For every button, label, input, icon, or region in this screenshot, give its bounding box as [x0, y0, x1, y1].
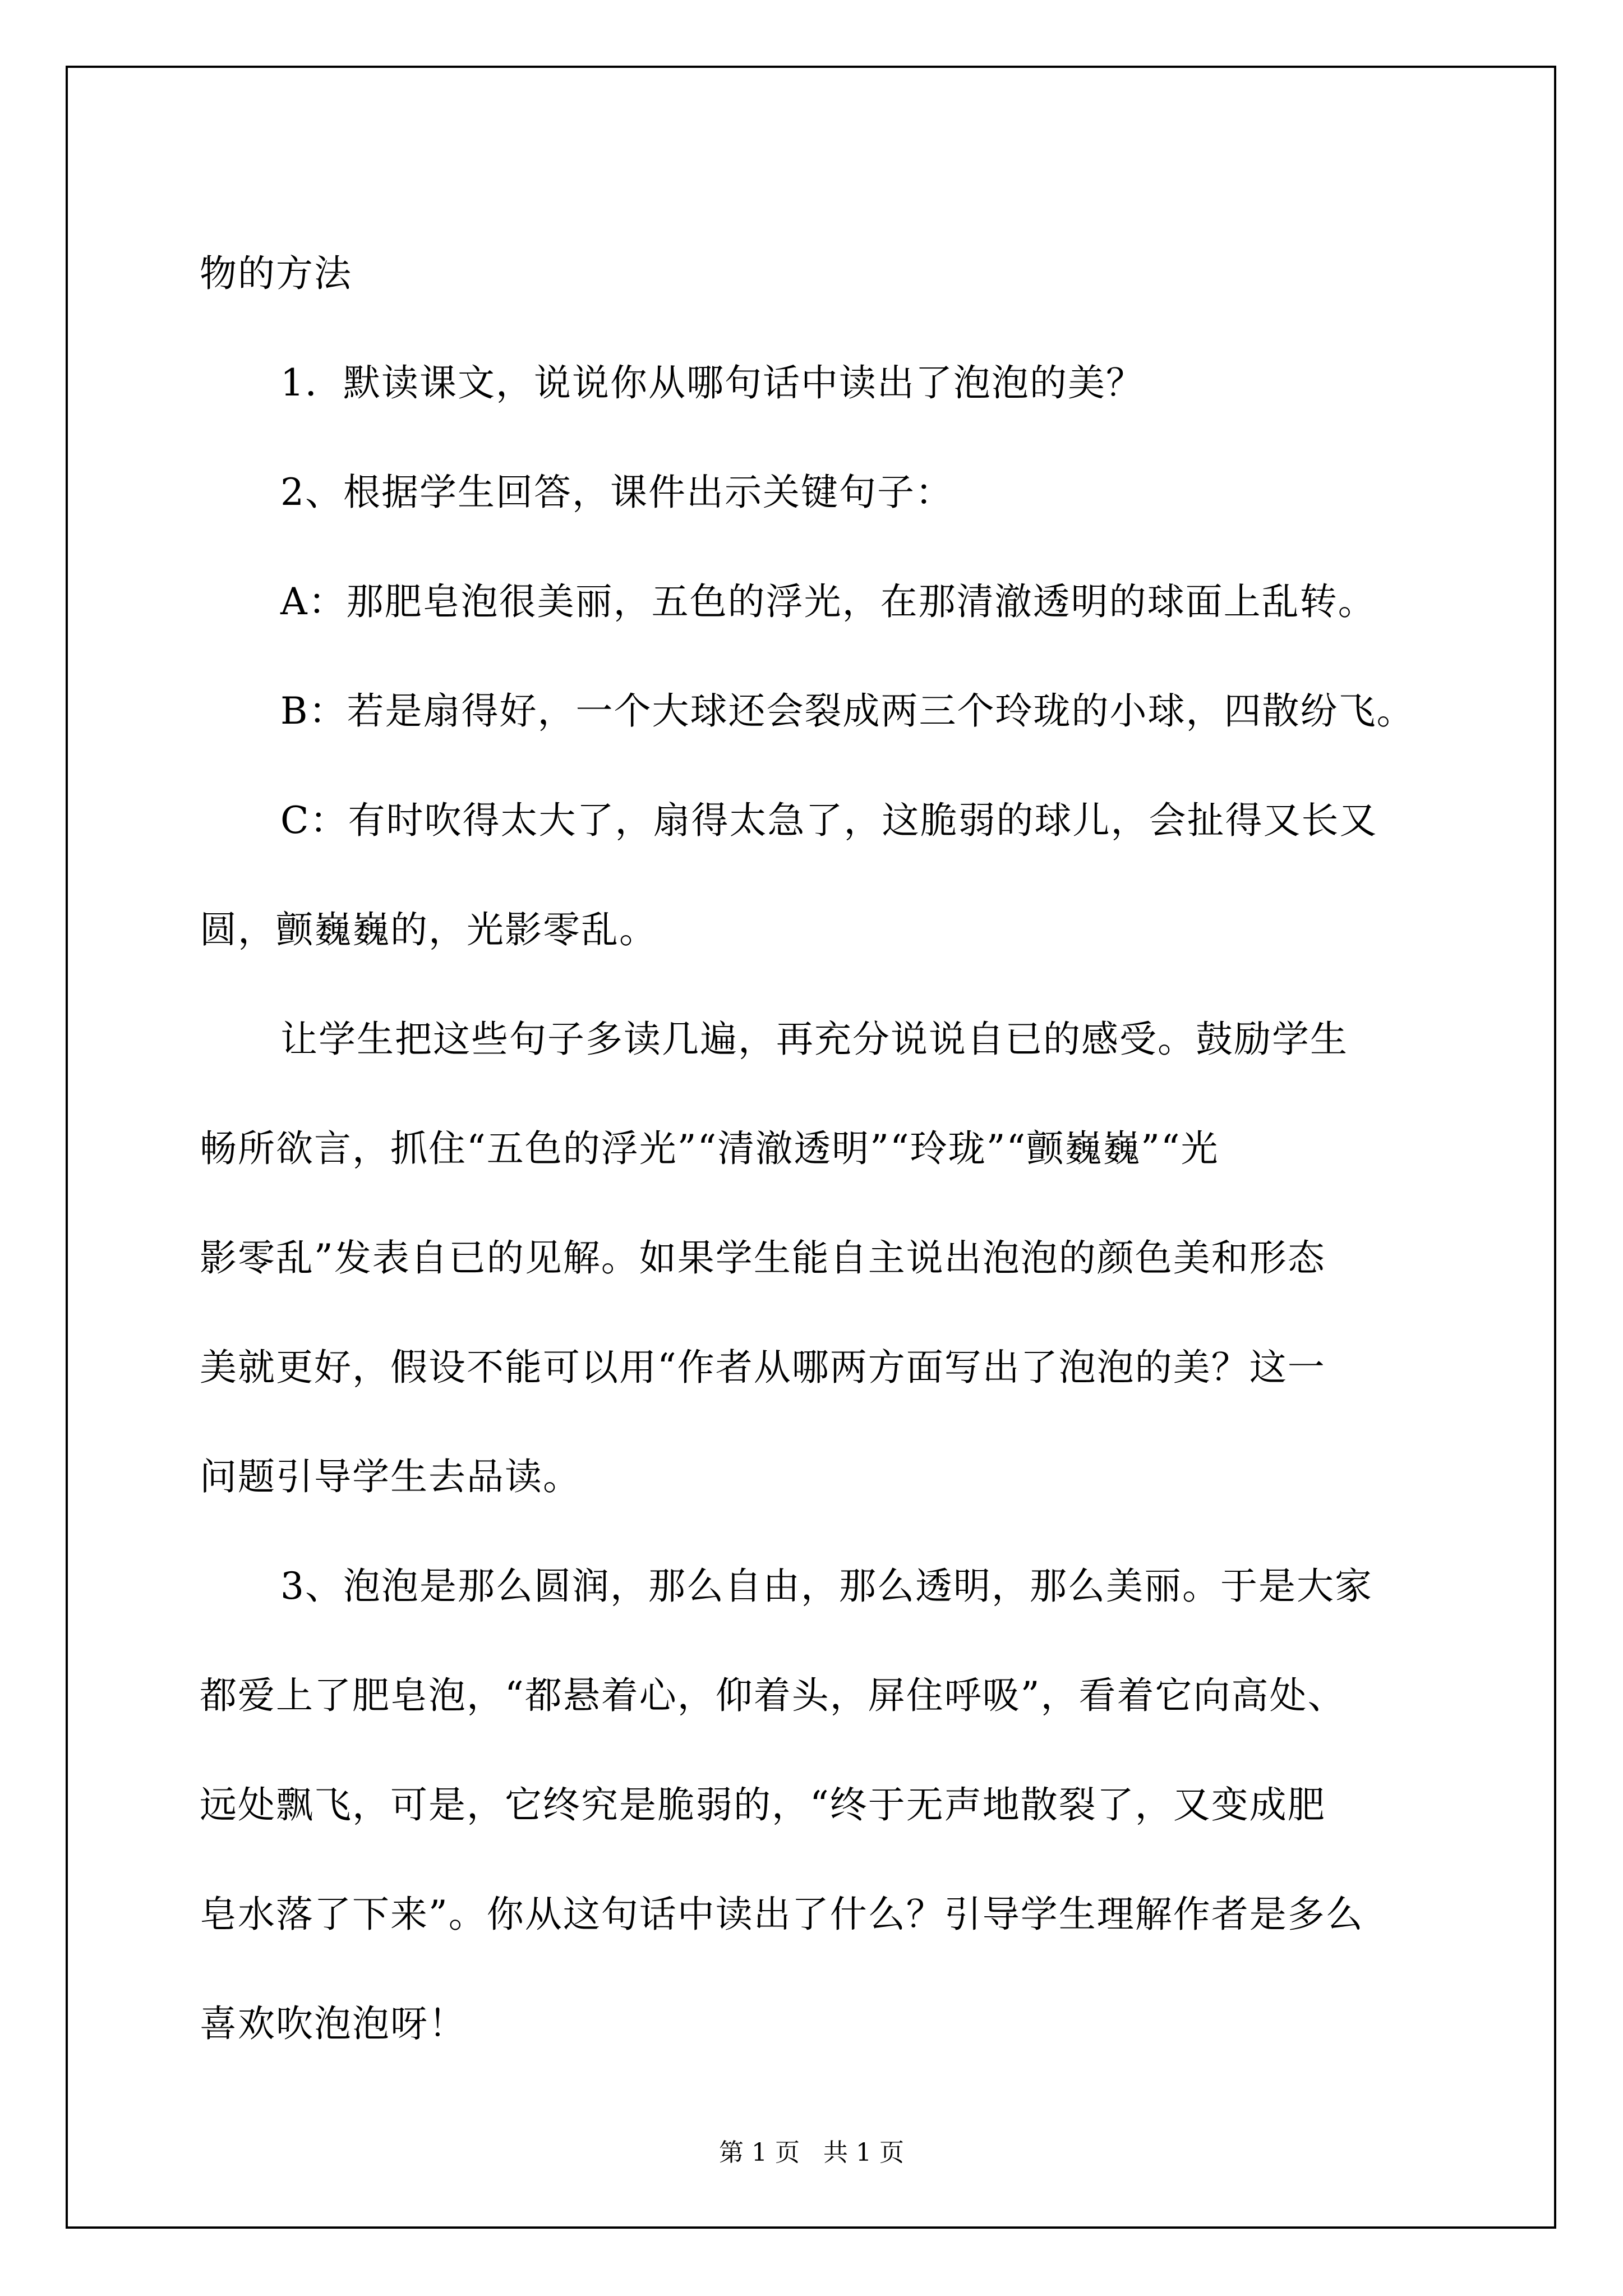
page-footer: 第 1 页 共 1 页 — [719, 2138, 904, 2167]
text-line: 畅所欲言，抓住“五色的浮光”“清澈透明”“玲珑”“颤巍巍”“光 — [200, 1127, 1219, 1170]
text-line: 物的方法 — [200, 252, 352, 295]
text-line: 问题引导学生去品读。 — [200, 1455, 581, 1498]
text-line: 都爱上了肥皂泡，“都悬着心，仰着头，屏住呼吸”，看着它向高处、 — [200, 1674, 1346, 1717]
text-line: B：若是扇得好，一个大球还会裂成两三个玲珑的小球，四散纷飞。 — [280, 689, 1415, 733]
text-line: 圆，颤巍巍的，光影零乱。 — [200, 908, 657, 951]
text-line: 1．默读课文，说说你从哪句话中读出了泡泡的美？ — [280, 361, 1144, 404]
text-line: 皂水落了下来”。你从这句话中读出了什么？引导学生理解作者是多么 — [200, 1893, 1364, 1936]
text-line: 3、泡泡是那么圆润，那么自由，那么透明，那么美丽。于是大家 — [280, 1565, 1373, 1608]
text-line: 美就更好，假设不能可以用“作者从哪两方面写出了泡泡的美？这一 — [200, 1346, 1326, 1389]
text-line: 远处飘飞，可是，它终究是脆弱的，“终于无声地散裂了，又变成肥 — [200, 1783, 1326, 1826]
text-line: 喜欢吹泡泡呀！ — [200, 2002, 467, 2045]
text-line: C：有时吹得太大了，扇得太急了，这脆弱的球儿，会扯得又长又 — [280, 799, 1378, 842]
text-line: A：那肥皂泡很美丽，五色的浮光，在那清澈透明的球面上乱转。 — [280, 580, 1376, 623]
text-line: 让学生把这些句子多读几遍，再充分说说自已的感受。鼓励学生 — [280, 1018, 1348, 1061]
text-line: 影零乱”发表自已的见解。如果学生能自主说出泡泡的颜色美和形态 — [200, 1236, 1326, 1280]
text-line: 2、根据学生回答，课件出示关键句子： — [280, 471, 953, 514]
document-body — [200, 219, 1422, 2078]
